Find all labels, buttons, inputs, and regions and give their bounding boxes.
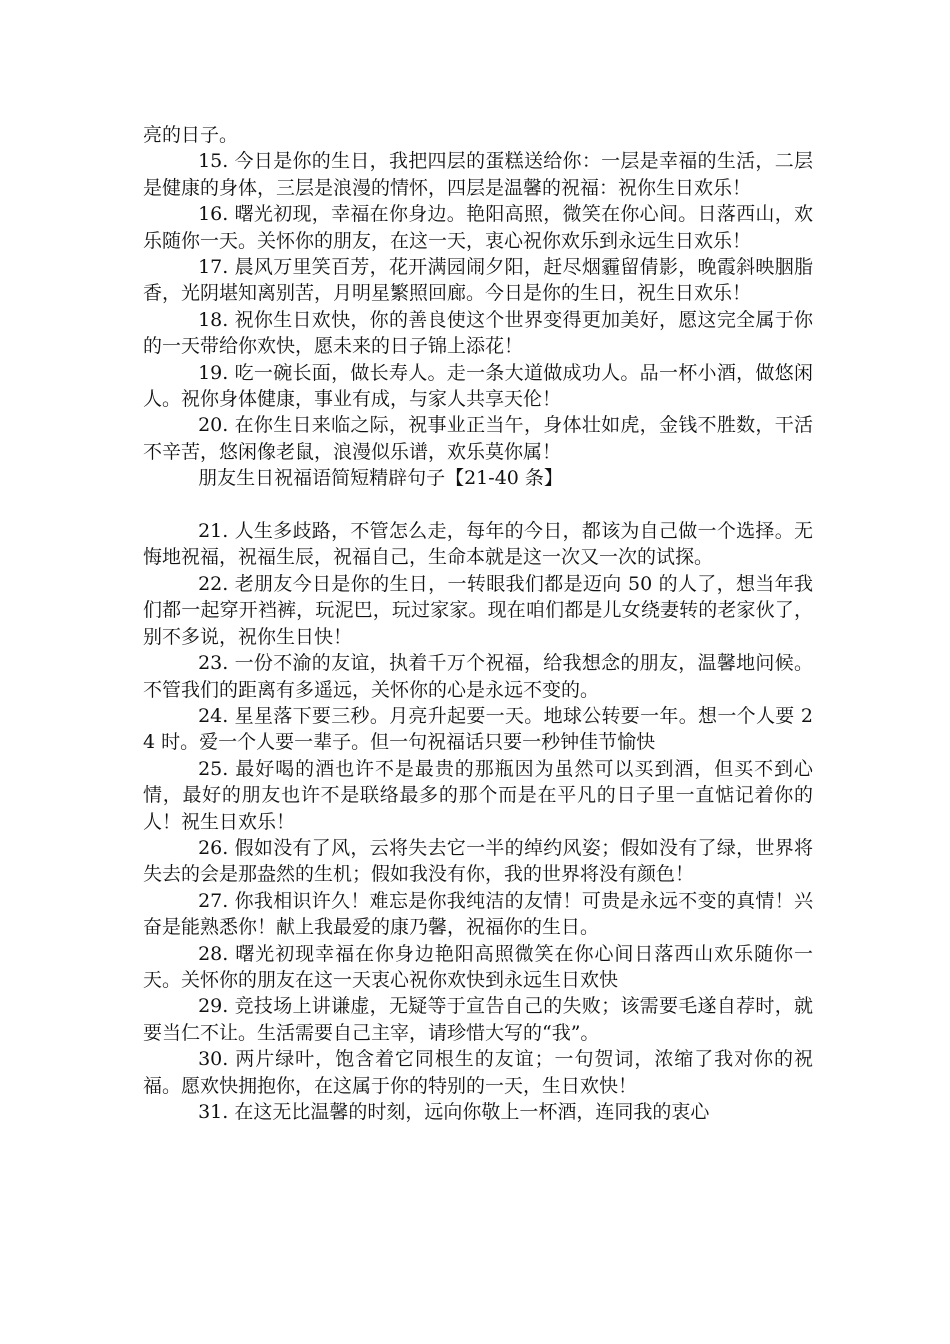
numbered-paragraph [143, 201, 813, 254]
paragraph-text: 在你生日来临之际，祝事业正当午，身体壮如虎，金钱不胜数，干活不辛苦，悠闲像老鼠，浪漫似乐谱，欢乐莫你属！ [143, 414, 813, 463]
paragraph-number: 31. [198, 1101, 229, 1124]
paragraph-text: 曙光初现幸福在你身边艳阳高照微笑在你心间日落西山欢乐随你一天。关怀你的朋友在这一天衷心祝你欢快到永远生日欢快 [143, 942, 813, 991]
paragraph-number: 16. [198, 203, 229, 226]
paragraph-list [143, 148, 813, 465]
paragraph-number: 30. [198, 1048, 229, 1071]
numbered-paragraph [143, 756, 813, 835]
paragraph-text: 人生多歧路，不管怎么走，每年的今日，都该为自己做一个选择。无悔地祝福，祝福生辰，祝福自己，生命本就是这一次又一次的试探。 [143, 520, 813, 569]
numbered-paragraph [143, 703, 813, 756]
numbered-paragraph [143, 888, 813, 941]
paragraph-text: 星星落下要三秒。月亮升起要一天。地球公转要一年。想一个人要 24 时。爱一个人要一辈子。但一句祝福话只要一秒钟佳节愉快 [143, 704, 813, 754]
paragraph-number: 20. [198, 414, 229, 437]
numbered-paragraph [143, 941, 813, 994]
numbered-paragraph [143, 254, 813, 307]
paragraph-number: 27. [198, 889, 229, 912]
numbered-paragraph [143, 148, 813, 201]
paragraph-text: 吃一碗长面，做长寿人。走一条大道做成功人。品一杯小酒，做悠闲人。祝你身体健康，事业有成，与家人共享天伦！ [143, 361, 813, 411]
paragraph-number: 23. [198, 652, 229, 675]
numbered-paragraph [143, 412, 813, 465]
paragraph-number: 25. [198, 757, 229, 780]
paragraph-text: 两片绿叶，饱含着它同根生的友谊；一句贺词，浓缩了我对你的祝福。愿欢快拥抱你，在这属于你的特别的一天，生日欢快！ [143, 1048, 813, 1097]
paragraph-number: 26. [198, 836, 229, 859]
numbered-paragraph [143, 518, 813, 571]
paragraph-number: 29. [198, 995, 229, 1018]
paragraph-list-2 [143, 518, 813, 1125]
paragraph-text: 老朋友今日是你的生日，一转眼我们都是迈向 50 的人了，想当年我们都一起穿开裆裤，玩泥巴，玩过家家。现在咱们都是儿女绕妻转的老家伙了，别不多说，祝你生日快！ [143, 572, 813, 648]
document-body [143, 122, 813, 1125]
numbered-paragraph [143, 993, 813, 1046]
paragraph-text: 竞技场上讲谦虚，无疑等于宣告自己的失败；该需要毛遂自荐时，就要当仁不让。生活需要自己主宰，请珍惜大写的“我”。 [143, 995, 813, 1044]
numbered-paragraph [143, 650, 813, 703]
paragraph-text: 假如没有了风，云将失去它一半的绰约风姿；假如没有了绿，世界将失去的会是那盎然的生机；假如我没有你，我的世界将没有颜色！ [143, 836, 813, 886]
paragraph-text: 最好喝的酒也许不是最贵的那瓶因为虽然可以买到酒，但买不到心情，最好的朋友也许不是联络最多的那个而是在平凡的日子里一直惦记着你的人！祝生日欢乐！ [143, 757, 813, 833]
paragraph-text: 一份不渝的友谊，执着千万个祝福，给我想念的朋友，温馨地问候。不管我们的距离有多遥远，关怀你的心是永远不变的。 [143, 652, 813, 701]
paragraph-text: 你我相识许久！难忘是你我纯洁的友情！可贵是永远不变的真情！兴奋是能熟悉你！献上我最爱的康乃馨，祝福你的生日。 [143, 889, 813, 939]
numbered-paragraph [143, 1099, 813, 1125]
paragraph-text: 今日是你的生日，我把四层的蛋糕送给你：一层是幸福的生活，二层是健康的身体，三层是浪漫的情怀，四层是温馨的祝福：祝你生日欢乐！ [143, 150, 813, 199]
numbered-paragraph [143, 571, 813, 650]
numbered-paragraph [143, 307, 813, 360]
section-heading: 朋友生日祝福语简短精辟句子【21-40 条】 [198, 467, 563, 490]
paragraph-number: 19. [198, 361, 229, 384]
paragraph-number: 18. [198, 308, 229, 331]
paragraph-number: 24. [198, 704, 229, 727]
opening-line: 亮的日子。 [143, 124, 239, 146]
numbered-paragraph [143, 360, 813, 413]
numbered-paragraph [143, 835, 813, 888]
paragraph-text: 祝你生日欢快，你的善良使这个世界变得更加美好，愿这完全属于你的一天带给你欢快，愿未来的日子锦上添花！ [143, 308, 813, 358]
paragraph-text: 曙光初现，幸福在你身边。艳阳高照，微笑在你心间。日落西山，欢乐随你一天。关怀你的朋友，在这一天，衷心祝你欢乐到永远生日欢乐！ [143, 203, 813, 252]
numbered-paragraph [143, 1046, 813, 1099]
paragraph-number: 22. [198, 572, 229, 595]
paragraph-text: 在这无比温馨的时刻，远向你敬上一杯酒，连同我的衷心 [234, 1101, 710, 1124]
paragraph-number: 28. [198, 942, 229, 965]
paragraph-number: 15. [198, 150, 229, 173]
paragraph-number: 21. [198, 520, 229, 543]
paragraph-number: 17. [198, 256, 229, 279]
paragraph-text: 晨风万里笑百芳，花开满园闹夕阳，赶尽烟霾留倩影，晚霞斜映胭脂香，光阴堪知离别苦，月明星繁照回廊。今日是你的生日，祝生日欢乐！ [143, 256, 813, 305]
